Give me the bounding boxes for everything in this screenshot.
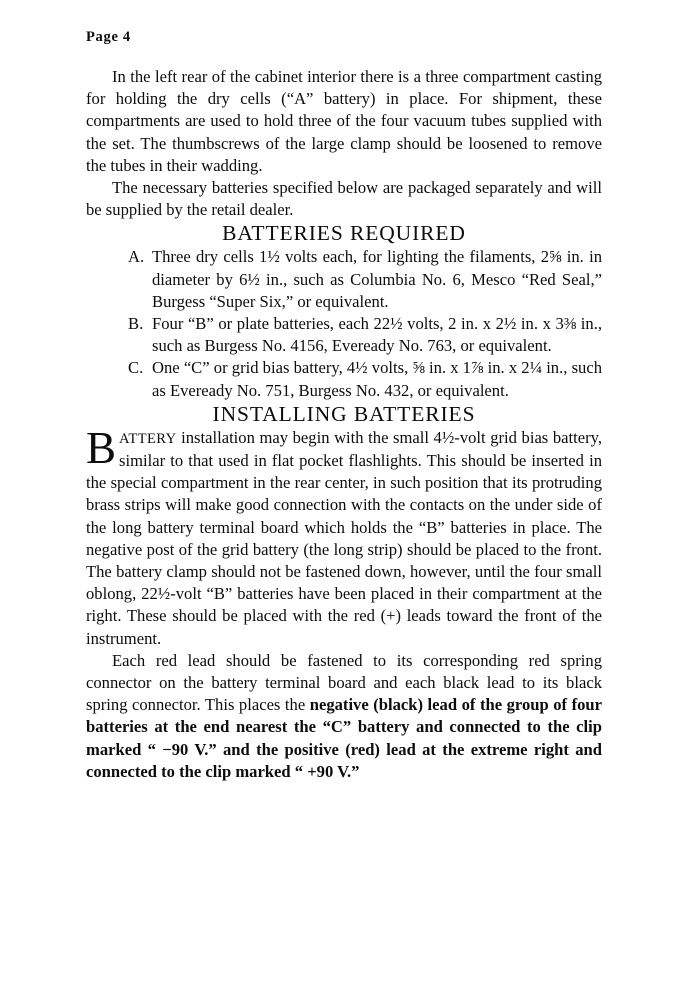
list-item [128, 246, 602, 313]
heading-installing-batteries: INSTALLING BATTERIES [212, 401, 476, 426]
running-head-page-number: Page 4 [86, 29, 131, 45]
paragraph-battery-installation-text: installation may begin with the small 4½-volt grid bias battery, similar to that used in flat pocket flashlights. This should be inserted in the special compartment in the rear center, in such position that its protruding brass strips will make good connection with the contacts on the under side of the long battery terminal board which holds the “B” batteries in place. The negative post of the grid battery (the long strip) should be placed to the front. The battery clamp should not be fastened down, however, until the four small oblong, 22½-volt “B” batteries have been placed in their compartment at the right. These should be placed with the red (+) leads toward the front of the instrument. [86, 427, 602, 648]
page-content [86, 66, 602, 783]
paragraph-battery-installation [86, 422, 602, 650]
list-item-marker: A. [128, 247, 145, 267]
paragraph-cabinet-interior: In the left rear of the cabinet interior there is a three compartment casting for holding the dry cells (“A” battery) in place. For shipment, these compartments are used to hold three of the four vacuum tubes supplied with the set. The thumbscrews of the large clamp should be loosened to remove the tubes in their wadding. [86, 67, 602, 175]
list-item-text: One “C” or grid bias battery, 4½ volts, ⅝ in. x 1⅞ in. x 2¼ in., such as Eveready No. 751, Burgess No. 432, or equivalent. [152, 358, 602, 400]
lead-connections-regular-text: Each red lead should be fastened to its corresponding red spring connector on the battery terminal board and each black lead to its black spring connector. This places the [86, 650, 602, 715]
heading-batteries-required: BATTERIES REQUIRED [222, 221, 466, 246]
list-item-text: Four “B” or plate batteries, each 22½ volts, 2 in. x 2½ in. x 3⅜ in., such as Burgess No. 4156, Eveready No. 763, or equivalent. [152, 314, 602, 356]
list-item-marker: C. [128, 358, 144, 378]
lead-smallcaps-word: ATTERY [119, 430, 177, 447]
drop-cap-letter: B [86, 422, 117, 473]
paragraph-lead-connections [86, 650, 602, 783]
list-item-marker: B. [128, 314, 144, 334]
lead-connections-bold-text: negative (black) lead of the group of four batteries at the end nearest the “C” battery and connected to the clip marked “ −90 V.” and the positive (red) lead at the extreme right and connected to the clip marked “ +90 V.” [86, 695, 603, 781]
list-item [128, 357, 602, 401]
list-item-text: Three dry cells 1½ volts each, for lighting the filaments, 2⅝ in. in diameter by 6½ in., such as Columbia No. 6, Mesco “Red Seal,” Burgess “Super Six,” or equivalent. [152, 247, 602, 311]
list-item [128, 313, 602, 357]
batteries-required-list [86, 246, 602, 401]
paragraph-dealer-note: The necessary batteries specified below are packaged separately and will be supplied by the retail dealer. [86, 178, 602, 220]
